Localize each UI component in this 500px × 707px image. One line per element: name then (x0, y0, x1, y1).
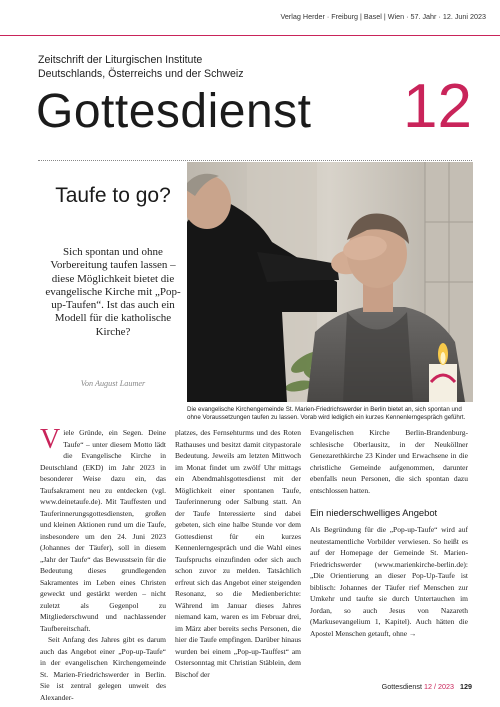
dropcap: V (40, 424, 61, 455)
footer-issue: 12 / 2023 (424, 682, 454, 691)
masthead-title: Gottesdienst (36, 85, 312, 138)
masthead-kicker (38, 53, 244, 81)
photo-caption: Die evangelische Kirchengemeinde St. Marien-Friedrichswerder in Berlin bietet an, sich spontan und ohne Voraussetzungen taufen zu lassen. Vorab wird lediglich ein kurzes Kennenlerngespräch geführt. (187, 406, 466, 421)
paragraph: Seit Anfang des Jahres gibt es darum auch das Angebot einer „Pop-up-Taufe“ in der evangelischen Kirchengemeinde St. Marien-Friedrichswerder in Berlin. Sie ist zentral gelegen unweit des Alexander- (40, 635, 166, 702)
text-column-3 (310, 427, 468, 639)
paragraph-text: iele Gründe, ein Segen. Deine Taufe“ – unter diesem Motto lädt die Evangelische Kirche in Deutschland (EKD) im Jahr 2023 in besonderer Weise dazu ein, das Taufsakrament neu zu entdecken (vgl. www.deinetaufe.de). Mit Tauffesten und Tauferinnerungsgottesdiensten, großen und kleinen Aktionen rund um die Taufe, insbesondere um den 24. Juni 2023 (Johannes der Täufer), soll in diesem „Jahr der Taufe“ das Bewusstsein für die Bedeutung dieses grundlegenden Sakramentes im Leben eines Christen geweckt und gestärkt werden – nicht zuletzt als Gegenpol zu Mitgliederschwund und nachlassender Taufbereitschaft. (40, 428, 166, 633)
page-footer (382, 682, 472, 691)
paragraph: Als Begründung für die „Pop-up-Taufe“ wird auf neutestamentliche Vorbilder verwiesen. So heißt es auf der Homepage der Gemeinde St. Marien-Friedrichswerder (www.marienkirche-berlin.de): „Die Orientierung an dieser Pop-Up-Taufe ist biblisch: Johannes der Täufer rief Menschen zur Umkehr und taufte sie durch Untertauchen im Jordan, so auch Jesus von Nazareth (Markusevangelium 1, Kapitel). Auch hätten die Apostel Menschen getauft, ohne → (310, 525, 468, 638)
article-headline: Taufe to go? (55, 184, 171, 207)
section-subhead: Ein niederschwelliges Angebot (310, 507, 438, 518)
top-rule (0, 35, 500, 36)
footer-journal: Gottesdienst (381, 682, 423, 691)
article-teaser: Sich spontan und ohne Vorbereitung taufen lassen – diese Möglichkeit bietet die evangelische Kirche mit „Pop-up-Taufen“. Ist das auch ein Modell für die katholische Kirche? (45, 246, 181, 338)
kicker-line: Zeitschrift der Liturgischen Institute (38, 54, 203, 66)
text-column-2 (175, 427, 301, 680)
article-photo (187, 162, 473, 402)
top-bar (0, 0, 500, 34)
page-number: 129 (460, 682, 472, 691)
kicker-line: Deutschlands, Österreichs und der Schweiz (38, 68, 244, 80)
dotted-divider (38, 160, 472, 161)
paragraph (40, 424, 166, 634)
article-byline: Von August Laumer (80, 379, 146, 388)
paragraph: platzes, des Fernsehturms und des Roten Rathauses und besitzt damit citypastorale Bedeutung. Jeweils am letzten Mittwoch im Monat findet um zwölf Uhr mittags ein Abendmahlsgottesdienst mit der Möglichkeit einer spontanen Taufe, Tauferinnerung oder Salbung statt. An der Taufe Interessierte sind dabei gebeten, sich eine halbe Stunde vor dem Gottesdienst für ein kurzes Kennenlerngespräch und die Wahl eines Taufspruchs einzufinden oder sich auch schon zuvor zu melden. Tatsächlich erfreut sich das Angebot einer steigenden Resonanz, so die Medienberichte: Während im Januar dieses Jahres niemand kam, waren es im Februar drei, im März aber bereits sechs Personen, die hier die Taufe empfingen. Darüber hinaus wurden bei einem „Pop-up-Tauffest“ am Ostersonntag mit Christian Stäblein, dem Bischof der (175, 428, 301, 679)
publication-line: Verlag Herder · Freiburg | Basel | Wien · 57. Jahr · 12. Juni 2023 (280, 12, 486, 21)
paragraph: Evangelischen Kirche Berlin-Brandenburg-schlesische Oberlausitz, in der Neuköllner Genezarethkirche 23 Kinder und Erwachsene in die christliche Gemeinde aufgenommen, darunter ebenfalls neun Personen, die sich spontan dazu entschlossen hatten. (310, 428, 468, 495)
issue-number: 12 (403, 72, 472, 141)
text-column-1 (40, 424, 166, 703)
baptism-photo-illustration (187, 162, 473, 402)
